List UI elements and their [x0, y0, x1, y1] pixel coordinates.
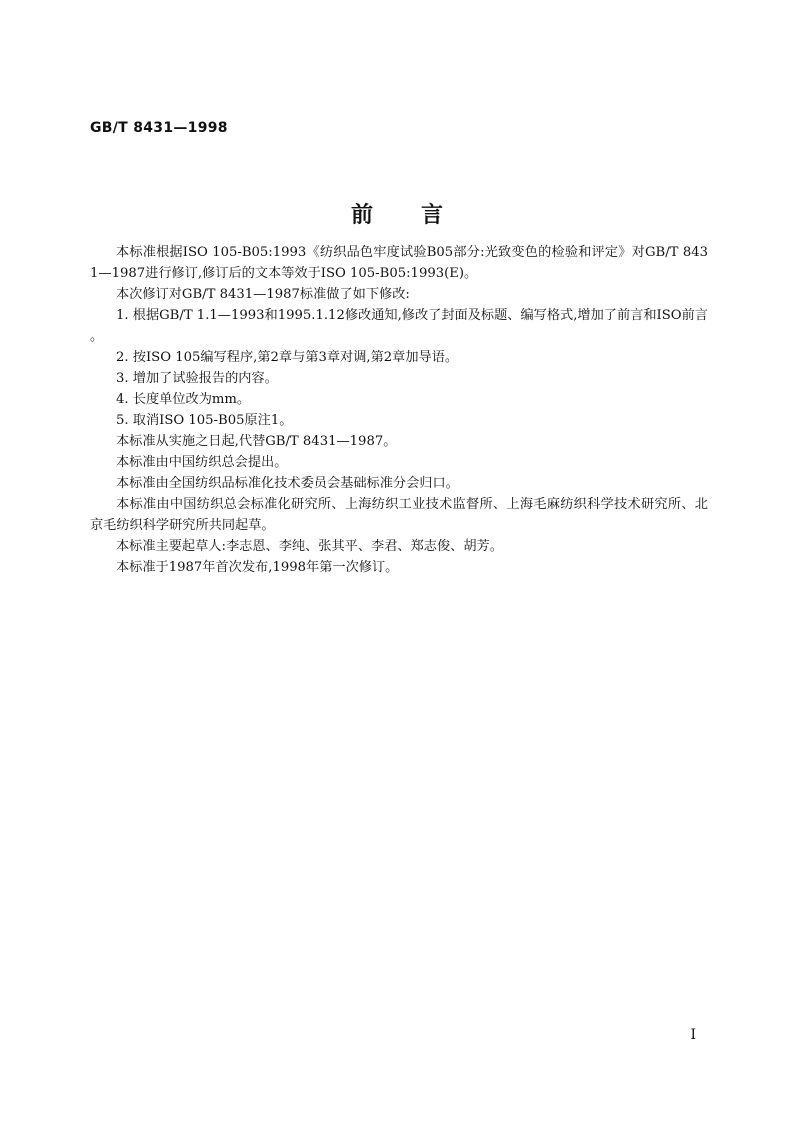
paragraph: 本标准于1987年首次发布,1998年第一次修订。: [116, 560, 399, 575]
list-item: 5. 取消ISO 105-B05原注1。: [116, 413, 293, 428]
list-item: 1. 根据GB/T 1.1—1993和1995.1.12修改通知,修改了封面及标题、编写格式,增加了前言和ISO前言。: [90, 308, 708, 344]
title-char-2: 言: [421, 203, 444, 228]
paragraph: 本标准由中国纺织总会标准化研究所、上海纺织工业技术监督所、上海毛麻纺织科学技术研究所、北京毛纺织科学研究所共同起草。: [90, 497, 708, 533]
page-number: I: [690, 1027, 696, 1043]
paragraph: 本标准主要起草人:李志恩、李纯、张其平、李君、郑志俊、胡芳。: [116, 539, 503, 554]
title-char-1: 前: [350, 203, 373, 228]
paragraph: 本标准由中国纺织总会提出。: [116, 455, 288, 470]
document-code: GB/T 8431—1998: [90, 120, 228, 136]
list-item: 2. 按ISO 105编写程序,第2章与第3章对调,第2章加导语。: [116, 350, 459, 365]
list-item: 3. 增加了试验报告的内容。: [116, 371, 278, 386]
foreword-body: [90, 242, 708, 578]
page-title: [0, 198, 794, 229]
list-item: 4. 长度单位改为mm。: [116, 392, 251, 407]
paragraph: 本标准由全国纺织品标准化技术委员会基础标准分会归口。: [116, 476, 459, 491]
paragraph: 本标准从实施之日起,代替GB/T 8431—1987。: [116, 434, 397, 449]
paragraph: 本标准根据ISO 105-B05:1993《纺织品色牢度试验B05部分:光致变色的检验和评定》对GB/T 8431—1987进行修订,修订后的文本等效于ISO 105-B05:1993(E)。: [90, 245, 708, 281]
paragraph: 本次修订对GB/T 8431—1987标准做了如下修改:: [116, 287, 410, 302]
